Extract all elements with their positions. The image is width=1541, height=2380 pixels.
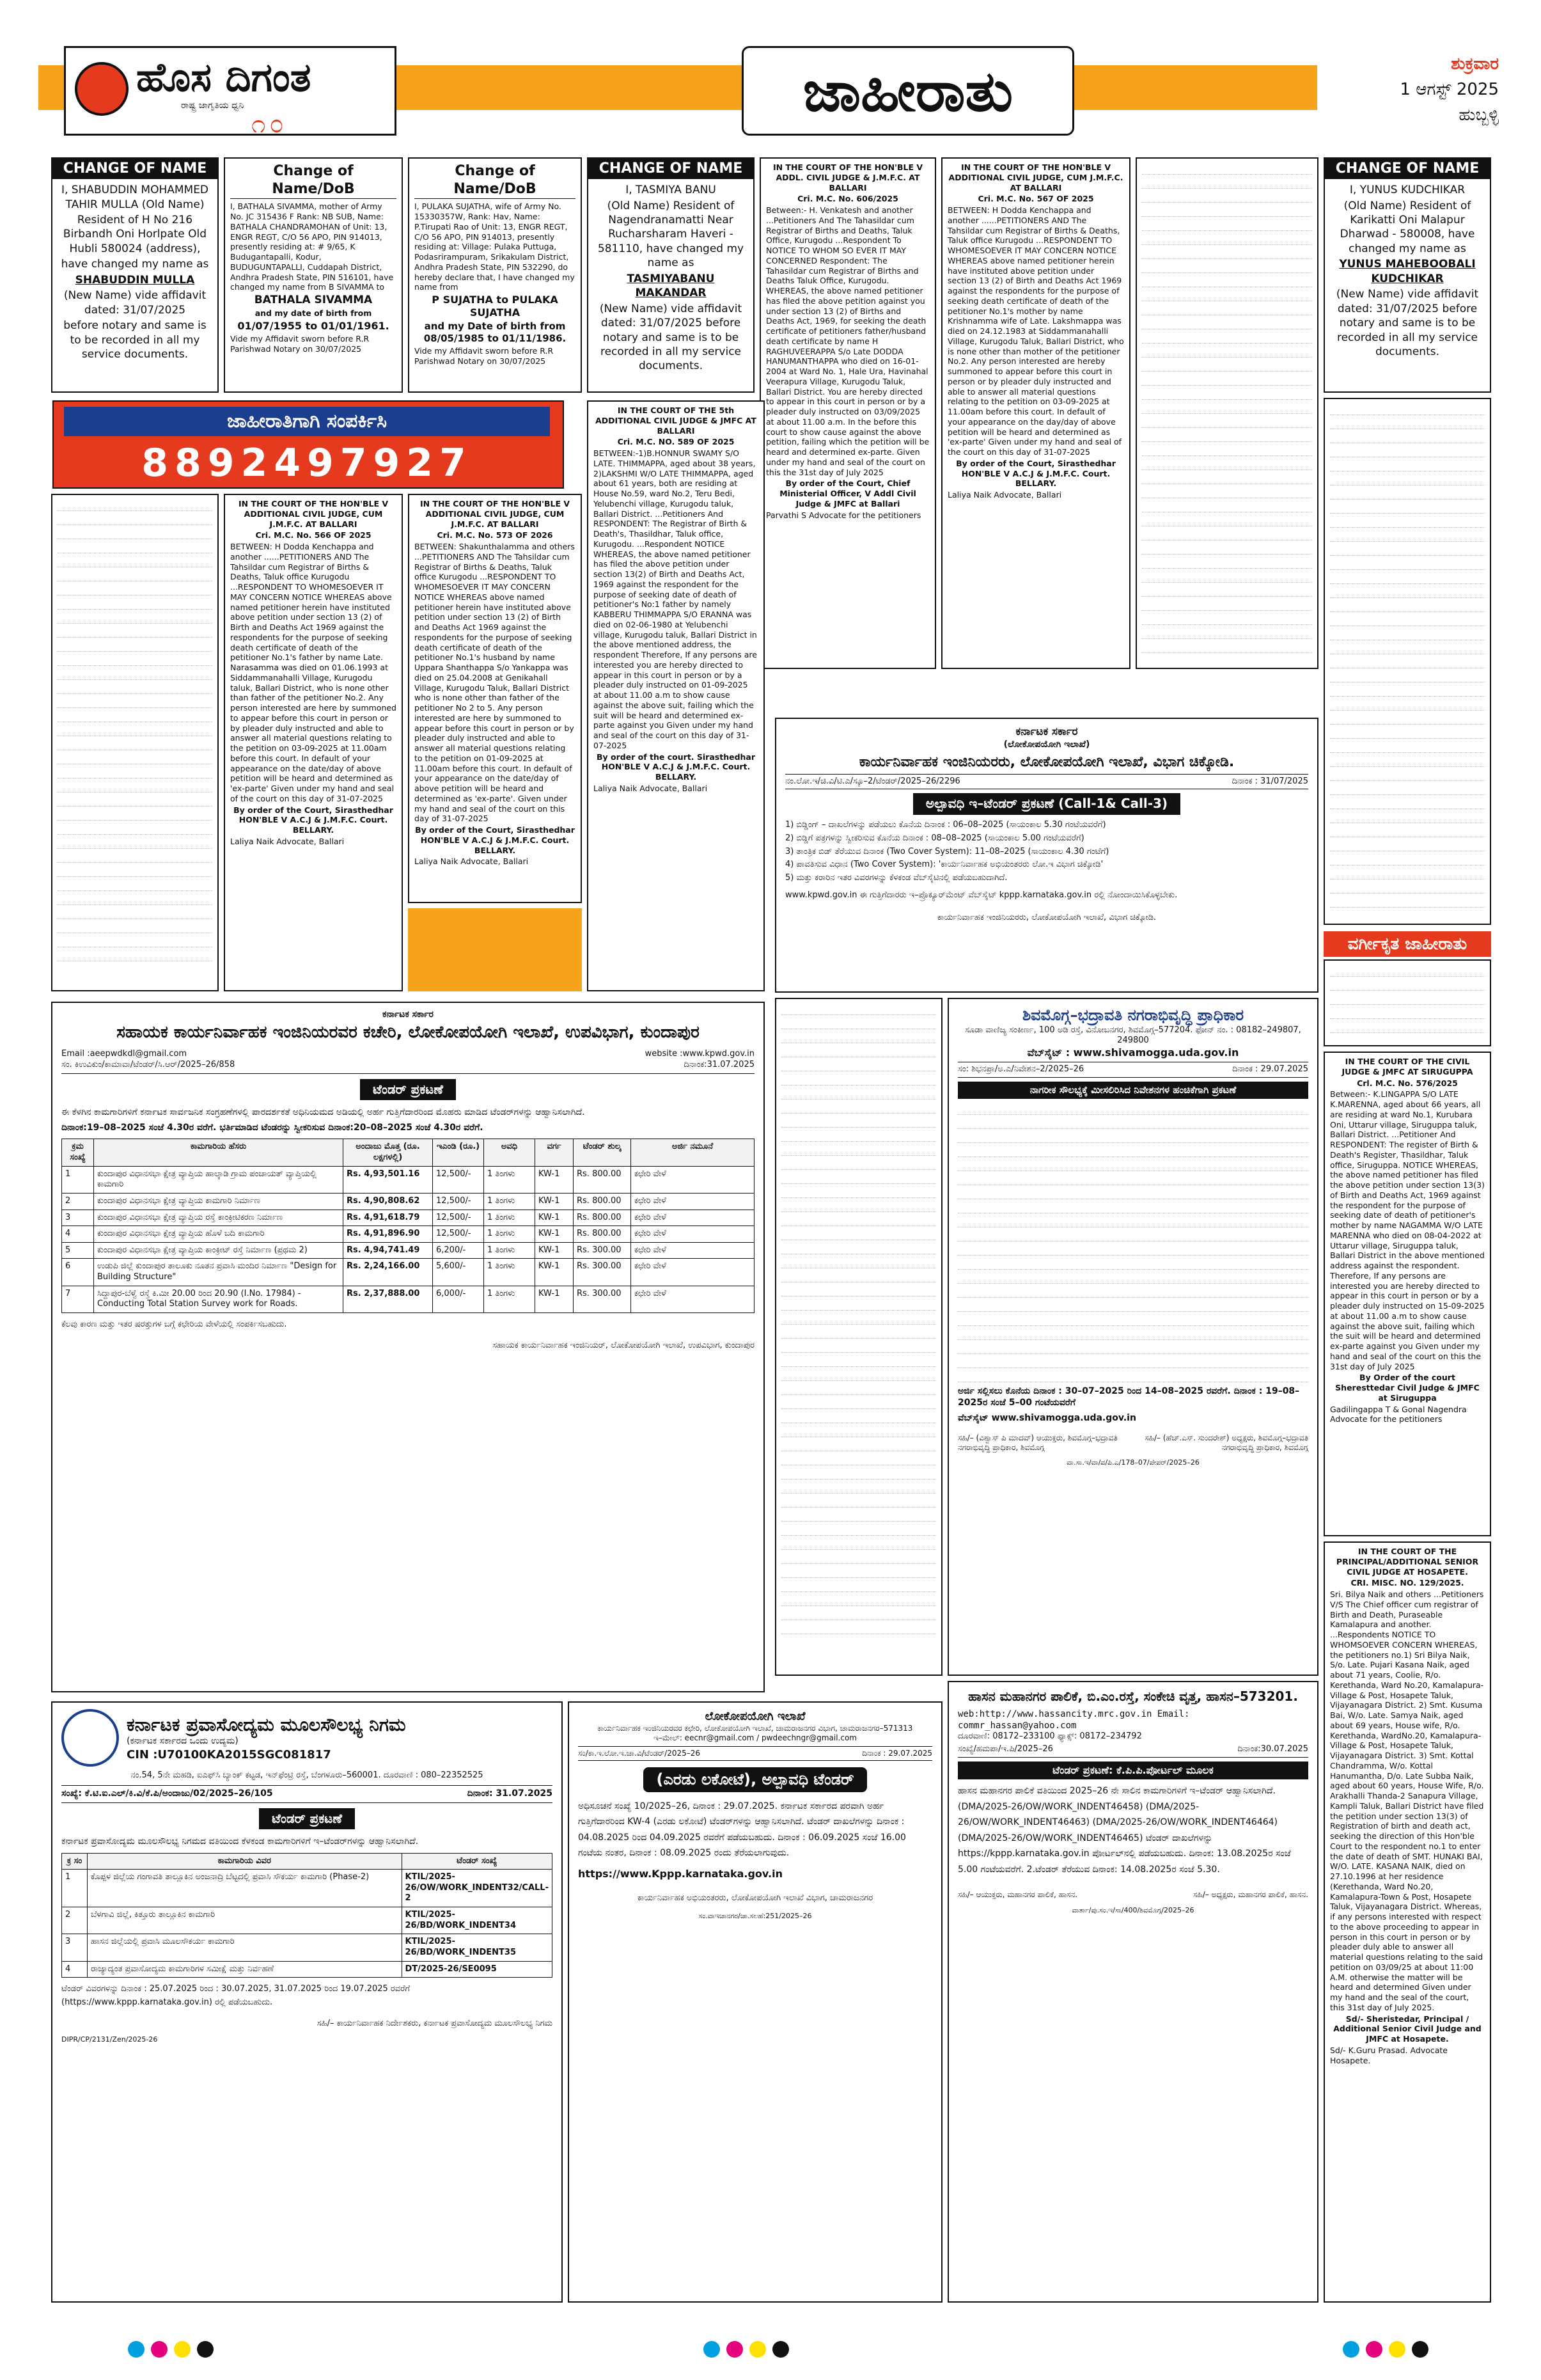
paper-name: ಹೊಸ ದಿಗಂತ (136, 54, 311, 100)
table-cell-fee: Rs. 300.00 (574, 1286, 631, 1312)
ref-number: ಸಂ/ಕಾ.ಇ.ಲೋ.ಇ.ಚಾ.ವಿ/ಟೆಂಡರ್/2025–26 (578, 1748, 701, 1758)
table-cell-period: 1 ತಿಂಗಳು (484, 1226, 535, 1243)
tender-title: ಟೆಂಡರ್ ಪ್ರಕಟಣೆ (259, 1808, 355, 1830)
kannada-court-notice (51, 494, 219, 991)
table-header-row (62, 1853, 552, 1870)
name-change-notice (51, 157, 219, 393)
ref-number: ಸಂಖ್ಯೆ: ಕೆ.ಟಿ.ಐ.ಎಲ್/ಕಿ.ವಿ/ಕೆ.ಪಿ/ಅಂದಾಜು/02/2025–26/105 (61, 1788, 273, 1799)
dateline-day: ಶುಕ್ರವಾರ (1451, 54, 1499, 74)
court-notice (408, 494, 582, 903)
notice-line: I, YUNUS KUDCHIKAR (1349, 184, 1466, 197)
classified-ads (1324, 959, 1491, 1046)
advocate-name: Laliya Naik Advocate, Ballari (230, 836, 345, 846)
table-cell-fee: Rs. 300.00 (574, 1259, 631, 1286)
tender-points (785, 819, 1308, 902)
table-cell-fee: Rs. 800.00 (574, 1210, 631, 1226)
table-cell-work: ಕುಂದಾಪುರ ವಿಧಾನಸಭಾ ಕ್ಷೇತ್ರ ವ್ಯಾಪ್ತಿಯ ಹೊಳೆ ಬದಿ ಕಾಮಗಾರಿ (94, 1226, 343, 1243)
registration-mark (1389, 2341, 1405, 2358)
court-notice (1324, 1541, 1491, 2303)
table-cell-period: 1 ತಿಂಗಳು (484, 1242, 535, 1259)
ref-number: ಸಂ. ಕಿಉವಿಕುಂ/ಕಾಮಾವಾ/ಟೆಂಡರ್/ಸಿ.ಆರ್/2025–26/858 (61, 1059, 235, 1069)
tender-table (61, 1139, 755, 1313)
notice-line: and my date of birth from (254, 308, 372, 319)
corporation-web: web:http://www.hassancity.mrc.gov.in Email: commr_hassan@yahoo.com (958, 1708, 1190, 1731)
table-cell-fee: Rs. 800.00 (574, 1193, 631, 1210)
signature-left: ಸಹಿ/– ಆಯುಕ್ತರು, ಮಹಾನಗರ ಪಾಲಿಕೆ, ಹಾಸನ. (958, 1890, 1078, 1900)
court-name: IN THE COURT OF THE HON'BLE V ADDITIONAL CIVIL JUDGE, CUM J.M.F.C. AT BALLARI (238, 499, 389, 529)
table-cell-no: 3 (62, 1210, 94, 1226)
table-cell-period: 1 ತಿಂಗಳು (484, 1166, 535, 1193)
page-number: ೧೦ (251, 109, 288, 139)
ktil-tender (51, 1701, 563, 2303)
dateline (1317, 46, 1509, 136)
notice-line: I, SHABUDDIN MOHAMMED TAHIR MULLA (Old Name) (61, 184, 209, 211)
yellow-filler (408, 908, 582, 991)
ref-date: ದಿನಾಂಕ : 29.07.2025 (1232, 1064, 1308, 1075)
notice-web: ವೆಬ್‌ಸೈಟ್ www.shivamogga.uda.gov.in (958, 1413, 1136, 1424)
notice-line: I, BATHALA SIVAMMA, mother of Army No. JC 315436 F Rank: NB SUB, Name: BATHALA CHANDRAMOHAN of Unit: 13, ENGR REGT, C/O 56 APO, PIN 914013, presently residing at: # 9/65, K Budugantapalli, Kodur, BUDUGUNTAPALLI, Cuddapah District, Andhra Pradesh State, PIN 516101, have changed my name from B SIVAMMA to (230, 201, 394, 292)
notice-line: have changed my name as (61, 258, 209, 271)
signature-right: ಸಹಿ/– (ಹೆಚ್.ಎಸ್. ಸುಂದರೇಶ್) ಅಧ್ಯಕ್ಷರು, ಶಿವಮೊಗ್ಗ–ಭದ್ರಾವತಿ ನಗರಾಭಿವೃದ್ಧಿ ಪ್ರಾಧಿಕಾರ, ಶಿವಮೊಗ್ಗ (1145, 1433, 1308, 1453)
table-row (62, 1934, 552, 1961)
registration-mark (1366, 2341, 1382, 2358)
court-name: IN THE COURT OF THE HON'BLE V ADDITIONAL CIVIL JUDGE, CUM J.M.F.C. AT BALLARI (419, 499, 570, 529)
dateline-city: ಹುಬ್ಬಳ್ಳಿ (1459, 106, 1499, 125)
name-dob-change-notice (408, 157, 582, 393)
case-number: Crl. M.C. No. 576/2025 (1357, 1078, 1458, 1088)
column-header: ಅವಧಿ (484, 1139, 535, 1166)
advocate-name: Gadilingappa T & Gonal Nagendra Advocate for the petitioners (1330, 1404, 1467, 1424)
table-cell-fee: Rs. 800.00 (574, 1226, 631, 1243)
table-cell-emd: 12,500/- (433, 1226, 484, 1243)
notice-line: Vide my Affidavit sworn before R.R Parishwad Notary on 30/07/2025 (414, 346, 554, 366)
notice-signature: By order of the Court, Sirasthedhar HON'BLE V A.C.J & J.M.F.C. Court. BELLARY. (415, 825, 575, 855)
paper-logo (64, 46, 396, 139)
case-number: Cri. M.C. No. 567 OF 2025 (978, 194, 1094, 204)
case-number: Cri. M.C. No. 566 OF 2025 (255, 530, 372, 540)
table-cell-amount: Rs. 4,90,808.62 (343, 1193, 433, 1210)
govt-name: ಕರ್ನಾಟಕ ಸರ್ಕಾರ (1015, 725, 1078, 738)
table-cell-fee: Rs. 300.00 (574, 1242, 631, 1259)
tender-title: ಅಲ್ಪಾವಧಿ ಇ–ಟೆಂಡರ್ ಪ್ರಕಟಣೆ (Call-1& Call-3) (913, 793, 1180, 815)
notice-dob: and my Date of birth from 08/05/1985 to 01/11/1986. (423, 320, 567, 345)
table-cell-emd: 6,200/- (433, 1242, 484, 1259)
ref-line (578, 1746, 932, 1761)
registration-mark (749, 2341, 766, 2358)
table-cell-work: ರಾಜ್ಯಾದ್ಯಂತ ಪ್ರವಾಸೋದ್ಯಮ ಕಾಮಗಾರಿಗಳ ಸಮೀಕ್ಷೆ ಮತ್ತು ನಿರ್ವಹಣೆ (88, 1961, 402, 1978)
tender-dates: ದಿನಾಂಕ:19–08–2025 ಸಂಜೆ 4.30ರ ವರೆಗೆ. ಭರ್ತಿಮಾಡಿದ ಟೆಂಡರನ್ನು ಸ್ವೀಕರಿಸುವ ದಿನಾಂಕ:20–08–2025 ಸಂಜೆ 4.30ರ ವರೆಗೆ. (61, 1122, 483, 1133)
tender-footer: DIPR/CP/2131/Zen/2025-26 (61, 2035, 158, 2044)
tender-body: ಹಾಸನ ಮಹಾನಗರ ಪಾಲಿಕೆ ವತಿಯಿಂದ 2025–26 ನೇ ಸಾಲಿನ ಕಾಮಗಾರಿಗಳಿಗೆ ಇ–ಟೆಂಡರ್ ಆಹ್ವಾನಿಸಲಾಗಿದೆ. (DMA/2025-26/OW/WORK_INDENT46458) (DMA/2025-26/OW/WORK_INDENT46463) (DMA/2025-26/OW/WORK_INDENT46464) (DMA/2025-26/OW/WORK_INDENT46465) ಟೆಂಡರ್ ದಾಖಲೆಗಳನ್ನು https://kppp.karnataka.gov.in ಪೋರ್ಟಲ್‌ನಲ್ಲಿ ಪಡೆಯಬಹುದು. ದಿನಾಂಕ: 13.08.2025ರ ಸಂಜೆ 5.00 ಗಂಟೆಯವರೆಗೆ. 2.ಟೆಂಡರ್ ತೆರೆಯುವ ದಿನಾಂಕ: 14.08.2025ರ ಸಂಜೆ 5.30. (958, 1786, 1291, 1875)
notice-new-name: YUNUS MAHEBOOBALI KUDCHIKAR (1339, 258, 1476, 285)
ad-contact-label: ಜಾಹೀರಾತಿಗಾಗಿ ಸಂಪರ್ಕಿಸಿ (64, 407, 550, 436)
table-row (62, 1193, 755, 1210)
dateline-date: 1 ಆಗಸ್ಟ್ 2025 (1400, 80, 1499, 99)
notice-header: CHANGE OF NAME (52, 159, 217, 179)
notice-footer: ವಾರ್ತಾ/ಪು.ಸಂ.ಇ/ಸಾ/400/ಶಿವಮೊಗ್ಗ/2025–26 (1072, 1906, 1194, 1915)
notice-header: CHANGE OF NAME (1325, 159, 1490, 179)
court-notice (587, 400, 765, 991)
table-cell-work: ಹಾಸನ ಜಿಲ್ಲೆಯಲ್ಲಿ ಪ್ರವಾಸಿ ಮೂಲಸೌಕರ್ಯ ಕಾಮಗಾರಿ (88, 1934, 402, 1961)
case-number: CRI. MISC. NO. 129/2025. (1350, 1578, 1464, 1588)
table-row (62, 1961, 552, 1978)
table-row (62, 1870, 552, 1907)
ref-line (61, 1060, 755, 1074)
tender-table-body (62, 1166, 755, 1312)
table-cell-fee: Rs. 800.00 (574, 1166, 631, 1193)
office-website: website :www.kpwd.gov.in (645, 1049, 755, 1059)
pwd-kundapura-tender (51, 1002, 765, 1692)
table-cell-form: ಕಛೇರಿ ವೇಳೆ (631, 1193, 755, 1210)
table-cell-work: ಕುಂದಾಪುರ ವಿಧಾನಸಭಾ ಕ್ಷೇತ್ರ ವ್ಯಾಪ್ತಿಯ ರಸ್ತೆ ಕಾಂಕ್ರೀಟಿಕರಣ ನಿರ್ಮಾಣ (94, 1210, 343, 1226)
notice-line: before notary and same is to be recorded in all my service documents. (63, 319, 207, 361)
hassan-city-tender (948, 1681, 1318, 2303)
court-notice (760, 157, 936, 669)
column-header: ಕಾಮಗಾರಿಯ ಹೆಸರು (94, 1139, 343, 1166)
office-name: ಕಾರ್ಯನಿರ್ವಾಹಕ ಇಂಜಿನಿಯರವರ ಕಛೇರಿ, ಲೋಕೋಪಯೋಗಿ ಇಲಾಖೆ, ಚಾಮರಾಜನಗರ ವಿಭಾಗ, ಚಾಮರಾಜನಗರ–571313 (597, 1724, 913, 1733)
table-cell-period: 1 ತಿಂಗಳು (484, 1210, 535, 1226)
table-cell-no: 6 (62, 1259, 94, 1286)
table-row (62, 1242, 755, 1259)
org-address: ನಂ.54, 5ನೇ ಮಹಡಿ, ಐಎಫ್‌ಸಿ ಬ್ಯಾಂಕ್ ಕಟ್ಟಡ, ಇನ್‌ಫೆಂಟ್ರಿ ರಸ್ತೆ, ಬೆಂಗಳೂರು–560001. ದೂರವಾಣಿ : 080–22352525 (130, 1770, 483, 1780)
kannada-court-notice (1324, 398, 1491, 925)
authority-name: ಶಿವಮೊಗ್ಗ–ಭದ್ರಾವತಿ ನಗರಾಭಿವೃದ್ಧಿ ಪ್ರಾಧಿಕಾರ (1022, 1006, 1244, 1024)
notice-dates: ಅರ್ಜಿ ಸಲ್ಲಿಸಲು ಕೊನೆಯ ದಿನಾಂಕ : 30–07–2025 ರಿಂದ 14–08–2025 ರವರೆಗೆ. ದಿನಾಂಕ : 19–08–2025ರ ಸಂಜೆ 5–00 ಗಂಟೆಯವರೆಗೆ (958, 1386, 1300, 1408)
table-cell-work: ಉಡುಪಿ ಜಿಲ್ಲೆ ಕುಂದಾಪುರ ತಾಲೂಕು ನೂತನ ಪ್ರವಾಸಿ ಮಂದಿರ ನಿರ್ಮಾಣ "Design for Building Structure" (94, 1259, 343, 1286)
notice-line: (Old Name) Resident of Karikatti Oni Malapur Dharwad - 580008, have changed my name as (1340, 199, 1475, 255)
notice-body: BETWEEN:-1)B.HONNUR SWAMY S/O LATE. THIMMAPPA, aged about 38 years, 2)LAKSHMI W/O LATE THIMMAPPA, aged about 61 years, both are residing at House No.59, ward No.2, Teru Bedi, Yelubenchi village, Kurugodu taluk, Ballari District. ...Petitioners And RESPONDENT: The Registrar of Birth & Death's, Thasildhar, Taluk office, Kurugodu. ...Respondent NOTICE WHEREAS, the above named petitioner has filed the above petition under section 13(2) of Birth and Deaths Act, 1969 against the respondent for the purpose of seeking date of death of petitioner's No:1 father by namely KABBERU THIMMAPPA S/O ERANNA was died on 02-06-1980 at Yelubenchi village, Kurugodu taluk, Ballari District in the above mentioned address, the respondent Therefore, If any persons are interested you are hereby directed to appear in this court in person or by a pleader duly instructed on 01-09-2025 at about 11.00 a.m to show cause against the above suit, failing which the suit will be heard and determined ex-parte against you Given under my hand and seal of the court on this day of 31-07-2025 (593, 448, 757, 750)
table-cell-amount: Rs. 2,24,166.00 (343, 1259, 433, 1286)
ref-number: ಸಂಖ್ಯೆ/ಹಮಪಾ/ಇ.ಪಿ/2025–26 (958, 1744, 1053, 1754)
tender-footer: ಕೆಲವು ಕಾರಣ ಮತ್ತು ಇತರ ಷರತ್ತುಗಳ ಬಗ್ಗೆ ಕಛೇರಿಯ ವೇಳೆಯಲ್ಲಿ ಸಂಪರ್ಕಿಸಬಹುದು. (61, 1319, 287, 1329)
ad-contact-banner (52, 400, 564, 489)
column-header: ಟೆಂಡರ್ ಶುಲ್ಕ (574, 1139, 631, 1166)
tender-signature: ಕಾರ್ಯನಿರ್ವಾಹಕ ಅಭಿಯಂತರರು, ಲೋಕೋಪಯೋಗಿ ಇಲಾಖೆ ವಿಭಾಗ, ಚಾಮರಾಜನಗರ (637, 1893, 873, 1903)
table-cell-work: ಸಿದ್ದಾಪುರ-ಬೆಳ್ವೆ ರಸ್ತೆ ಕಿ.ಮೀ 20.00 ರಿಂದ 20.90 (I.No. 17984) - Conducting Total Station Survey work for Roads. (94, 1286, 343, 1312)
advocate-name: Laliya Naik Advocate, Ballari (593, 783, 708, 793)
table-cell-work: ಕುಂದಾಪುರ ವಿಧಾನಸಭಾ ಕ್ಷೇತ್ರ ವ್ಯಾಪ್ತಿಯ ಹಾಲ್ಕಾಡಿ ಗ್ರಾಮ ಪಂಚಾಯತ್ ವ್ಯಾಪ್ತಿಯಲ್ಲಿ ಕಾಮಗಾರಿ (94, 1166, 343, 1193)
table-cell-form: ಕಛೇರಿ ವೇಳೆ (631, 1259, 755, 1286)
column-header: ಕಾಮಗಾರಿಯ ವಿವರ (88, 1853, 402, 1870)
org-cin: CIN :U70100KA2015SGC081817 (127, 1748, 331, 1762)
advocate-name: Laliya Naik Advocate, Ballari (948, 490, 1062, 500)
notice-line: (New Name) vide affidavit dated: 31/07/2025 (63, 289, 207, 317)
table-cell-form: ಕಛೇರಿ ವೇಳೆ (631, 1286, 755, 1312)
table-cell-no: 4 (62, 1961, 88, 1978)
tender-website: www.kpwd.gov.in ಈ ಗುತ್ತಿಗೆದಾರರು ಇ–ಪ್ರೊಕ್ಯೂರ್‌ಮೆಂಟ್ ವೆಬ್‌ಸೈಟ್ kppp.karnataka.gov.in ರಲ್ಲಿ ನೋಂದಾಯಿಸಿಕೊಳ್ಳಬೇಕು. (785, 890, 1178, 901)
kannada-court-notice (775, 998, 943, 1676)
table-cell-form: ಕಛೇರಿ ವೇಳೆ (631, 1226, 755, 1243)
notice-body-lines (958, 1103, 1308, 1382)
table-cell-form: ಕಛೇರಿ ವೇಳೆ (631, 1210, 755, 1226)
ref-line (958, 1062, 1308, 1078)
table-cell-period: 1 ತಿಂಗಳು (484, 1259, 535, 1286)
table-cell-class: KW-1 (535, 1286, 574, 1312)
signature-left: ಸಹಿ/– (ವಿಶ್ವಾಸ್ ಪಿ ಮಾದವ್) ಆಯುಕ್ತರು, ಶಿವಮೊಗ್ಗ–ಭದ್ರಾವತಿ ನಗರಾಭಿವೃದ್ಧಿ ಪ್ರಾಧಿಕಾರ, ಶಿವಮೊಗ್ಗ (958, 1433, 1118, 1453)
notice-signature: Sd/- Sheristedar, Principal / Additional Senior Civil Judge and JMFC at Hosapete. (1333, 2014, 1482, 2044)
column-header: ಅಂದಾಜು ಮೊತ್ತ (ರೂ. ಲಕ್ಷಗಳಲ್ಲಿ) (343, 1139, 433, 1166)
ref-date: ದಿನಾಂಕ:30.07.2025 (1237, 1744, 1308, 1754)
kpwd-chikkodi-tender (775, 718, 1318, 993)
notice-footer: ವಾ.ಸಾ.ಇ/ವಾ/ವ/ಪಿ.ಎ/178–07/ಪೇಪರ್/2025–26 (1067, 1458, 1200, 1467)
notice-signature: By order of the Court, Sirasthedhar HON'BLE V A.C.J & J.M.F.C. Court. BELLARY. (956, 458, 1116, 489)
notice-signature: By order of the Court, Chief Ministerial Officer, V Addl Civil Judge & JMFC at Ballari (779, 478, 916, 508)
registration-mark (174, 2341, 191, 2358)
pwd-chamarajanagar-tender (568, 1701, 943, 2303)
signatures (958, 1433, 1308, 1453)
registration-mark (703, 2341, 720, 2358)
office-email: Email :aeepwdkdl@gmail.com (61, 1049, 187, 1059)
tender-table (61, 1853, 552, 1978)
notice-new-name: BATHALA SIVAMMA (254, 294, 373, 307)
notice-new-name: P SUJATHA to PULAKA SUJATHA (432, 294, 558, 319)
advocate-name: Parvathi S Advocate for the petitioners (766, 510, 921, 520)
tender-website: https://www.Kppp.karnataka.gov.in (578, 1867, 783, 1880)
registration-mark (1343, 2341, 1359, 2358)
tender-point: 5) ಮತ್ತು ಕರಾರಿನ ಇತರ ವಿವರಗಳನ್ನು ಕೆಳಕಂಡ ವೆಬ್‌ಸೈಟಿನಲ್ಲಿ ಪಡೆಯಬಹುದಾಗಿದೆ. (785, 873, 1008, 883)
notice-signature: By order of the Court, Sirasthedhar HON'BLE V A.C.J & J.M.F.C. Court. BELLARY. (233, 805, 393, 835)
table-cell-no: 1 (62, 1166, 94, 1193)
column-header: ಕ್ರ ಸಂ (62, 1853, 88, 1870)
notice-title: ನಾಗರೀಕ ಸೌಲಭ್ಯಕ್ಕೆ ಮೀಸಲಿರಿಸಿದ ನಿವೇಶನಗಳ ಹಂಚಿಕೆಗಾಗಿ ಪ್ರಕಟಣೆ (958, 1082, 1308, 1099)
case-number: Cri. M.C. No. 573 OF 2026 (437, 530, 553, 540)
govt-name: ಕರ್ನಾಟಕ ಸರ್ಕಾರ (382, 1009, 434, 1020)
org-sub: (ಕರ್ನಾಟಕ ಸರ್ಕಾರದ ಒಂದು ಉದ್ಯಮ) (127, 1736, 239, 1747)
ref-line (785, 774, 1308, 790)
corporation-phone: ದೂರವಾಣಿ: 08172–233100 ಫ್ಯಾಕ್ಸ್: 08172–234792 (958, 1731, 1142, 1742)
ref-line (61, 1785, 552, 1803)
emblem-icon (75, 62, 129, 116)
table-row (62, 1166, 755, 1193)
ref-date: ದಿನಾಂಕ:31.07.2025 (684, 1059, 755, 1069)
table-cell-emd: 12,500/- (433, 1210, 484, 1226)
tender-title: ಟೆಂಡರ್ ಪ್ರಕಟಣೆ (360, 1079, 456, 1101)
table-cell-period: 1 ತಿಂಗಳು (484, 1286, 535, 1312)
table-cell-class: KW-1 (535, 1242, 574, 1259)
table-cell-period: 1 ತಿಂಗಳು (484, 1193, 535, 1210)
signatures (958, 1890, 1308, 1900)
name-change-notice (587, 157, 755, 393)
tender-title: (ಎರಡು ಲಕೋಟೆ), ಅಲ್ಪಾವಧಿ ಟೆಂಡರ್ (643, 1767, 866, 1792)
table-cell-tender: KTIL/2025-26/OW/WORK_INDENT32/CALL-2 (402, 1870, 552, 1907)
tender-intro: ಈ ಕೆಳಗಿನ ಕಾಮಗಾರಿಗಳಿಗೆ ಕರ್ನಾಟಕ ಸಾರ್ವಜನಿಕ ಸಂಗ್ರಹಣೆಗಳಲ್ಲಿ ಪಾರದರ್ಶಕತೆ ಅಧಿನಿಯಮದ ಅಡಿಯಲ್ಲಿ ಅರ್ಹ ಗುತ್ತಿಗೆದಾರರಿಂದ ಮೊಹರು ಮಾಡಿದ ಟೆಂಡರ್‌ಗಳನ್ನು ಆಹ್ವಾನಿಸಲಾಗಿದೆ. (61, 1107, 585, 1118)
shivamogga-uda-notice (948, 998, 1318, 1676)
table-row (62, 1286, 755, 1312)
ad-contact-number: 8892497927 (141, 441, 473, 485)
column-header: ಟೆಂಡರ್ ಸಂಖ್ಯೆ (402, 1853, 552, 1870)
notice-body: BETWEEN: H Dodda Kenchappa and another ......PETITIONERS AND The Tahsildar cum Registrar of Births & Deaths, Taluk office Kurugodu ...RESPONDENT TO WHOMESOEVER IT MAY CONCERN NOTICE WHEREAS above named petitioner herein have instituted above petition under section 13 (2) of Birth and Deaths Act 1969 against the respondents for the purpose of seeking death certificate of death of the petitioner No.1's mother by name Krishnamma wife of Late. Lakshmappa was died on 24.12.1983 at Siddammanahalli Village, Kurugodu Taluk, Ballari District, who is none other than mother of the petitioner No.2. Any person interested are hereby summoned to appear before this court in person or by pleader duly instructed and able to answer all material questions relating to the petition on 03-09-2025 at 11.00am before this court. In default of your appearance on the day/day of above petition will be heard and determined as 'ex-parte' Given under my hand and seal of the court on this day of 31-07-2025 (948, 205, 1124, 457)
advocate-name: Sd/- K.Guru Prasad. Advocate Hosapete. (1330, 2045, 1448, 2065)
ref-date: ದಿನಾಂಕ : 29.07.2025 (862, 1748, 932, 1758)
column-header: ಇಎಂಡಿ (ರೂ.) (433, 1139, 484, 1166)
registration-mark (151, 2341, 168, 2358)
table-cell-form: ಕಛೇರಿ ವೇಳೆ (631, 1166, 755, 1193)
table-cell-amount: Rs. 4,94,741.49 (343, 1242, 433, 1259)
notice-line: I, PULAKA SUJATHA, wife of Army No. 15330357W, Rank: Hav, Name: P.Tirupati Rao of Unit: 13, ENGR REGT, C/O 56 APO, PIN 914013, presently residing at: Village: Pulaka Puttuga, Podasrirampuram, Srikakulam District, Andhra Pradesh State, PIN 532290, do hereby declare that, I have changed my name from (414, 201, 575, 292)
advocate-name: Laliya Naik Advocate, Ballari (414, 856, 529, 867)
court-name: IN THE COURT OF THE HON'BLE V ADDL. CIVIL JUDGE & J.M.F.C. AT BALLARI (772, 162, 923, 193)
name-change-notice (1324, 157, 1491, 393)
kannada-court-notice (1136, 157, 1318, 669)
table-cell-work: ಕೊಪ್ಪಳ ಜಿಲ್ಲೆಯ ಗಂಗಾವತಿ ತಾಲ್ಲೂಕಿನ ಅಂಜನಾದ್ರಿ ಬೆಟ್ಟದಲ್ಲಿ ಪ್ರವಾಸಿ ಸೌಕರ್ಯ ಕಾಮಗಾರಿ (Phase-2) (88, 1870, 402, 1907)
registration-mark (128, 2341, 145, 2358)
notice-dob: 01/07/1955 to 01/01/1961. (237, 320, 389, 333)
column-header: ಅರ್ಜಿ ನಮೂನೆ (631, 1139, 755, 1166)
ref-line (958, 1742, 1308, 1758)
ref-date: ದಿನಾಂಕ: 31.07.2025 (467, 1788, 552, 1799)
tender-title: ಟೆಂಡರ್ ಪ್ರಕಟಣೆ: ಕೆ.ಪಿ.ಪಿ.ಪೋರ್ಟಲ್ ಮೂಲಕ (958, 1761, 1308, 1779)
authority-website: ವೆಬ್‌ಸೈಟ್ : www.shivamogga.uda.gov.in (1027, 1046, 1239, 1059)
ref-date: ದಿನಾಂಕ : 31/07/2025 (1232, 776, 1308, 786)
table-row (62, 1259, 755, 1286)
section-title: ಜಾಹೀರಾತು (742, 46, 1074, 136)
notice-new-name: TASMIYABANU MAKANDAR (627, 272, 715, 300)
registration-mark (1412, 2341, 1428, 2358)
notice-body: BETWEEN: Shakunthalamma and others ...PETITIONERS AND The Tahsildar cum Registrar of Births & Deaths, Taluk office Kurugodu ...RESPONDENT TO WHOMESOEVER IT MAY CONCERN NOTICE WHEREAS above named petitioner herein have instituted above petition under section 13 (2) of Birth and Deaths Act 1969 against the respondents for the purpose of seeking death certificate of death of the petitioner No.1's husband by name Uppara Shanthappa S/o Yankappa was died on 25.04.2008 at Genikahall Village, Kurugodu Taluk, Ballari District who is none other than father of the petitioner No 2 to 5. Any person interested are here by summoned to appear before this court in person or by pleader duly instructed and able to answer all material questions relating to the petition on 01-09-2025 at 11.00am before this court. In default of your appearance on the date/day of above petition will be heard and determined as 'ex-parte'. Given under my hand and seal of the court on this day of 31-07-2025 (414, 542, 575, 824)
contact-line (61, 1049, 755, 1060)
notice-line: (New Name) vide affidavit dated: 31/07/2025 before notary and same is to be recorded in all my service documents. (1336, 288, 1479, 358)
notice-line: I, TASMIYA BANU (625, 184, 716, 197)
table-cell-no: 5 (62, 1242, 94, 1259)
table-cell-tender: KTIL/2025-26/BD/WORK_INDENT35 (402, 1934, 552, 1961)
table-cell-work: ಕುಂದಾಪುರ ವಿಧಾನಸಭಾ ಕ್ಷೇತ್ರ ವ್ಯಾಪ್ತಿಯ ಕಾಂಕ್ರೀಟ್ ರಸ್ತೆ ನಿರ್ಮಾಣ (ಪ್ರಥಮ 2) (94, 1242, 343, 1259)
table-cell-amount: Rs. 2,37,888.00 (343, 1286, 433, 1312)
notice-signature: By Order of the court Sheresttedar Civil Judge & JMFC at Siruguppa (1335, 1373, 1480, 1403)
table-cell-emd: 12,500/- (433, 1193, 484, 1210)
ref-number: ಸಂ: ಶಿಭನಪ್ರಾ/ಅ.ಎ/ನಿವೇಶನ–2/2025–26 (958, 1064, 1084, 1075)
table-cell-emd: 12,500/- (433, 1166, 484, 1193)
case-number: Cri. M.C. No. 606/2025 (797, 194, 898, 204)
table-cell-work: ಬೆಳಗಾವಿ ಜಿಲ್ಲೆ, ಕಿತ್ತೂರು ತಾಲ್ಲೂಕಿನ ಕಾಮಗಾರಿ (88, 1907, 402, 1934)
tender-table-body (62, 1870, 552, 1978)
notice-body: Between:- K.LINGAPPA S/O LATE K.MARENNA, aged about 66 years, all are residing at ward No.1, Kurubara Oni, Uttarur village, Siruguppa taluk, Ballari District. ...Petitioner And RESPONDENT: The register of Birth & Death's Register, Thasildhar, Taluk office, Siruguppa. NOTICE WHEREAS, the above named petitioner has filed the above petition under section 13(3) of Birth and Deaths Act, 1969 against the respondent for the purpose of seeking date of death of petitioner's mother by name NAGAMMA W/O LATE MARENNA who died on 08-04-2022 at Uttarur village, Siruguppa taluk, Ballari District in the above mentioned address against the respondent. Therefore, If any persons are interested you are hereby directed to appear in this court in person or by a pleader duly instructed on 15-09-2025 at about 11.00 a.m to show cause against the above suit, failing which the suit will be heard and determined ex-parte against you Given under my hand and seal of the court on this the 31st day of July 2025 (1330, 1089, 1485, 1371)
table-cell-no: 3 (62, 1934, 88, 1961)
court-notice (941, 157, 1130, 669)
registration-mark (197, 2341, 214, 2358)
ref-number: ನಂ.ಲೋ.ಇ/ಚಿ.ವಿ/ಟಿ.ಎ/ಸ್ಕೂ–2/ಟೆಂಡರ್/2025–26/2296 (785, 776, 960, 786)
dept-name: ಲೋಕೋಪಯೋಗಿ ಇಲಾಖೆ (705, 1710, 806, 1723)
notice-header: Change of Name/DoB (230, 162, 396, 199)
notice-line: (Old Name) Resident of Nagendranamatti Near Rucharsharam Haveri - 581110, have changed my name as (597, 199, 744, 270)
table-header-row (62, 1139, 755, 1166)
table-cell-work: ಕುಂದಾಪುರ ವಿಧಾನಸಭಾ ಕ್ಷೇತ್ರ ವ್ಯಾಪ್ತಿಯ ಕಾಮಗಾರಿ ನಿರ್ಮಾಣ (94, 1193, 343, 1210)
table-cell-tender: DT/2025-26/SE0095 (402, 1961, 552, 1978)
tender-point: 2) ಬಿಡ್ಡಿಗೆ ಪತ್ರಗಳನ್ನು ಸ್ವೀಕರಿಸುವ ಕೊನೆಯ ದಿನಾಂಕ : 08–08–2025 (ಸಾಯಂಕಾಲ 5.00 ಗಂಟೆಯವರೆಗೆ) (785, 833, 1084, 843)
table-cell-tender: KTIL/2025-26/BD/WORK_INDENT34 (402, 1907, 552, 1934)
table-cell-no: 2 (62, 1193, 94, 1210)
classifieds-header: ವರ್ಗೀಕೃತ ಜಾಹೀರಾತು (1324, 931, 1491, 957)
notice-body: BETWEEN: H Dodda Kenchappa and another ......PETITIONERS AND The Tahsildar cum Registrar of Births & Deaths, Taluk office Kurugodu ...RESPONDENT TO WHOMESOEVER IT MAY CONCERN NOTICE WHEREAS above named petitioner herein have instituted above petition under section 13 (2) of Birth and Deaths Act 1969 against the respondents for the purpose of seeking death certificate of death of the petitioner No.1's father by name Late. Narasamma was died on 01.06.1993 at Siddammanahalli Village, Kurugodu taluk, Ballari District, who is none other than father of the petitioner No.2. Any person interested are here by summoned to appear before this court in person or by pleader duly instructed and able to answer all material questions relating to the petition on 03-09-2025 at 11.00am before this court. In default of your appearance on the date/day of above petition will be heard and determined as 'ex-parte' Given under my hand and seal of the court on this day of 31-07-2025 (230, 542, 396, 803)
name-dob-change-notice (224, 157, 403, 393)
registration-mark (772, 2341, 789, 2358)
table-cell-emd: 5,600/- (433, 1259, 484, 1286)
authority-address: ಸೂಡಾ ವಾಣಿಜ್ಯ ಸಂಕೀರ್ಣ, 100 ಅಡಿ ರಸ್ತೆ, ವಿನೋಬನಗರ, ಶಿವಮೊಗ್ಗ–577204. ಫೋನ್ ನಂ. : 08182–249807, 249800 (965, 1025, 1301, 1046)
notice-body: Between:- H. Venkatesh and another ...Petitioners And The Tahasildar cum Registrar of Births and Deaths, Taluk Office, Kurugodu ...Respondent To NOTICE TO WHOM SO EVER IT MAY CONCERNED Respondent: The Tahasildar cum Registrar of Births and Deaths Taluk Office, Kurugodu. WHEREAS, the above named petitioner has filed the above petition against you under section 13 (2) of Births and Deaths Act, 1969, for seeking the death certificate of petitioners father/husband death certificate by name H RAGHUVEERAPPA S/o Late DODDA HANUMANTHAPPA who died on 16-01-2004 at Ward No. 1, Hale Ura, Havinahal Veerapura Village, Kurugodu Taluk, Ballari District. You are hereby directed to appear in this court in person or by a pleader duly instructed on 03/09/2025 at about 11.00 a.m. In the before this court to show cause against the above petition, failing which the petition will be heard and determined ex-parte. Given under my hand and seal of the court on this the 31st day of July 2025 (766, 205, 930, 477)
notice-body: Sri. Bilya Naik and others ...Petitioners V/S The Chief officer cum registrar of Birth and Death, Puraseable Kamalapura and another. ...Respondents NOTICE TO WHOMSOEVER CONCERN WHEREAS, the petitioners no.1) Sri Bilya Naik, S/o. Late. Pujari Kasana Naik, aged about 71 years, Coolie, R/o. Kerethanda, Ward No.20, Kamalapura-Village & Post, Hosapete Taluk, Vijayanagara District. 2) Smt. Kusuma Bai, W/o. Late. Samya Naik, aged about 69 years, House wife, R/o. Kerethanda, WardNo.20, Kamalapura-Village & Post, Hosapete Taluk, Vijayanagara District. 3) Smt. Kottal Chandramma, W/o. Kottal Hanumantha, D/o. Late Subba Naik, aged about 60 years, House Wife, R/o. Arakhalli Thanda-2 Sanapura Village, Kampli Taluk, Ballari District have filed the petition under section 13(3) of Registration of birth and death act, seeking the direction of this Hon'ble Court to the respondent no.1 to enter the date of death of SMT. HUNAKI BAI, W/O. LATE. KASANA NAIK, died on 27.10.1996 at her residence (Kerethanda, Ward No.20, Kamalapura-Town & Post, Hosapete Taluk, Vijayanagara District. Whereas, if any persons interested with respect to the above proceeding to appear in person in this court in person or by pleader duly able to answer all material questions relating to the said petition on 03/09/25 at about 11:00 A.M. otherwise the matter will be heard and determined Given under my hand and the seal of the court, this 31st day of July 2025. (1330, 1589, 1484, 2012)
table-row (62, 1907, 552, 1934)
court-name: IN THE COURT OF THE CIVIL JUDGE & JMFC AT SIRUGUPPA (1342, 1057, 1473, 1076)
table-cell-class: KW-1 (535, 1259, 574, 1286)
table-cell-emd: 6,000/- (433, 1286, 484, 1312)
corporation-name: ಹಾಸನ ಮಹಾನಗರ ಪಾಲಿಕೆ, ಬಿ.ಎಂ.ರಸ್ತೆ, ಸಂಕೇಚಿ ವೃತ್ತ, ಹಾಸನ–573201. (968, 1689, 1298, 1704)
table-cell-no: 4 (62, 1226, 94, 1243)
table-cell-amount: Rs. 4,93,501.16 (343, 1166, 433, 1193)
masthead (38, 46, 1509, 148)
table-row (62, 1226, 755, 1243)
table-cell-class: KW-1 (535, 1226, 574, 1243)
column-header: ಕ್ರಮ ಸಂಖ್ಯೆ (62, 1139, 94, 1166)
table-cell-amount: Rs. 4,91,618.79 (343, 1210, 433, 1226)
tender-dates: ಟೆಂಡರ್ ವಿವರಗಳನ್ನು ದಿನಾಂಕ : 25.07.2025 ರಿಂದ : 30.07.2025, 31.07.2025 ರಿಂದ 19.07.2025 ರವರೆಗೆ (https://www.kppp.karnataka.gov.in) ರಲ್ಲಿ ಪಡೆಯಬಹುದು. (61, 1984, 411, 2007)
tender-footer: ಸಂ.ವಾಇಚಾನಗರ/ಜಾ.ಸಲಹೆ:251/2025–26 (698, 1911, 812, 1920)
signature-right: ಸಹಿ/– ಅಧ್ಯಕ್ಷರು, ಮಹಾನಗರ ಪಾಲಿಕೆ, ಹಾಸನ. (1193, 1890, 1308, 1900)
case-number: Cri. M.C. NO. 589 OF 2025 (617, 437, 735, 447)
table-cell-class: KW-1 (535, 1210, 574, 1226)
paper-tagline: ರಾಷ್ಟ್ರ ಜಾಗೃತಿಯ ಧ್ವನಿ (181, 100, 244, 111)
tender-point: 1) ಬಿಡ್ಡಿಂಗ್ – ದಾಖಲೆಗಳನ್ನು ಪಡೆಯಲು ಕೊನೆಯ ದಿನಾಂಕ : 06–08–2025 (ಸಾಯಂಕಾಲ 5.30 ಗಂಟೆಯವರೆಗೆ) (785, 820, 1106, 830)
tender-point: 4) ಪಾವತಿಸುವ ವಿಧಾನ (Two Cover System): 'ಕಾರ್ಯನಿರ್ವಾಹಕ ಅಭಿಯಂತರರು ಲೋ.ಇ ವಿಭಾಗ ಚಿಕ್ಕೋಡಿ' (785, 860, 1104, 870)
notice-signature: By order of the court. Sirasthedhar HON'BLE V A.C.J & J.M.F.C. Court. BELLARY. (596, 752, 756, 782)
column-header: ವರ್ಗ (535, 1139, 574, 1166)
notice-new-name: SHABUDDIN MULLA (75, 273, 195, 287)
table-cell-no: 2 (62, 1907, 88, 1934)
tender-intro: ಕರ್ನಾಟಕ ಪ್ರವಾಸೋದ್ಯಮ ಮೂಲಸೌಲಭ್ಯ ನಿಗಮದ ವತಿಯಿಂದ ಕೆಳಕಂಡ ಕಾಮಗಾರಿಗಳಿಗೆ ಇ–ಟೆಂಡರ್‌ಗಳನ್ನು ಆಹ್ವಾನಿಸಲಾಗಿದೆ. (61, 1836, 419, 1847)
notice-header: CHANGE OF NAME (588, 159, 753, 179)
tender-signature: ಸಹಾಯಕ ಕಾರ್ಯನಿರ್ವಾಹಕ ಇಂಜಿನಿಯರ್, ಲೋಕೋಪಯೋಗಿ ಇಲಾಖೆ, ಉಪವಿಭಾಗ, ಕುಂದಾಪುರ (492, 1340, 755, 1350)
notice-line: Resident of H No 216 Birbandh Oni Horlpate Old Hubli 580024 (address), (63, 214, 207, 255)
court-notice (224, 494, 403, 991)
office-name: ಕಾರ್ಯನಿರ್ವಾಹಕ ಇಂಜಿನಿಯರರು, ಲೋಕೋಪಯೋಗಿ ಇಲಾಖೆ, ವಿಭಾಗ ಚಿಕ್ಕೋಡಿ. (859, 753, 1235, 770)
tender-signature: ಸಹಿ/– ಕಾರ್ಯನಿರ್ವಾಹಕ ನಿರ್ದೇಶಕರು, ಕರ್ನಾಟಕ ಪ್ರವಾಸೋದ್ಯಮ ಮೂಲಸೌಲಭ್ಯ ನಿಗಮ (317, 2018, 552, 2028)
table-cell-no: 1 (62, 1870, 88, 1907)
court-name: IN THE COURT OF THE PRINCIPAL/ADDITIONAL SENIOR CIVIL JUDGE AT HOSAPETE. (1336, 1547, 1479, 1577)
table-cell-class: KW-1 (535, 1166, 574, 1193)
office-email: ಇ–ಮೇಲ್: eecnr@gmail.com / pwdeechngr@gmail.com (653, 1733, 857, 1743)
tender-signature: ಕಾರ್ಯನಿರ್ವಾಹಕ ಇಂಜಿನಿಯರರು, ಲೋಕೋಪಯೋಗಿ ಇಲಾಖೆ, ವಿಭಾಗ ಚಿಕ್ಕೋಡಿ. (937, 912, 1157, 922)
tender-body: ಅಧಿಸೂಚನೆ ಸಂಖ್ಯೆ 10/2025–26, ದಿನಾಂಕ : 29.07.2025. ಕರ್ನಾಟಕ ಸರ್ಕಾರದ ಪರವಾಗಿ ಅರ್ಹ ಗುತ್ತಿಗೆದಾರರಿಂದ KW-4 (ಎರಡು ಲಕೋಟೆ) ಟೆಂಡರ್‌ಗಳನ್ನು ಆಹ್ವಾನಿಸಲಾಗಿದೆ. ಟೆಂಡರ್ ದಾಖಲೆಗಳನ್ನು ದಿನಾಂಕ : 04.08.2025 ರಿಂದ 04.09.2025 ರವರೆಗೆ ಪಡೆಯಬಹುದು. ದಿನಾಂಕ : 06.09.2025 ಸಂಜೆ 16.00 ಗಂಟೆಯ ನಂತರ, ದಿನಾಂಕ : 08.09.2025 ರಂದು ತೆರೆಯಲಾಗುವುದು. (578, 1801, 906, 1859)
registration-mark (726, 2341, 743, 2358)
court-name: IN THE COURT OF THE HON'BLE V ADDITIONAL CIVIL JUDGE, CUM J.M.F.C. AT BALLARI (948, 162, 1123, 193)
office-name: ಸಹಾಯಕ ಕಾರ್ಯನಿರ್ವಾಹಕ ಇಂಜಿನಿಯರವರ ಕಚೇರಿ, ಲೋಕೋಪಯೋಗಿ ಇಲಾಖೆ, ಉಪವಿಭಾಗ, ಕುಂದಾಪುರ (116, 1022, 700, 1042)
notice-header: Change of Name/DoB (414, 162, 575, 199)
govt-emblem-icon (61, 1709, 119, 1767)
court-notice (1324, 1052, 1491, 1536)
notice-line: (New Name) vide affidavit dated: 31/07/2025 before notary and same is to be recorded in all my service documents. (599, 302, 742, 373)
tender-point: 3) ತಾಂತ್ರಿಕ ಬಿಡ್ ತೆರೆಯುವ ದಿನಾಂಕ (Two Cover System): 11–08–2025 (ಸಾಯಂಕಾಲ 4.30 ಗಂಟೆಗೆ) (785, 846, 1109, 856)
org-name: ಕರ್ನಾಟಕ ಪ್ರವಾಸೋದ್ಯಮ ಮೂಲಸೌಲಭ್ಯ ನಿಗಮ (127, 1714, 406, 1735)
table-cell-class: KW-1 (535, 1193, 574, 1210)
table-row (62, 1210, 755, 1226)
notice-line: Vide my Affidavit sworn before R.R Parishwad Notary on 30/07/2025 (230, 334, 370, 354)
table-cell-amount: Rs. 4,91,896.90 (343, 1226, 433, 1243)
dept-name: (ಲೋಕೋಪಯೋಗಿ ಇಲಾಖೆ) (1003, 739, 1090, 750)
court-name: IN THE COURT OF THE 5th ADDITIONAL CIVIL JUDGE & JMFC AT BALLARI (595, 406, 756, 436)
table-cell-no: 7 (62, 1286, 94, 1312)
table-cell-form: ಕಛೇರಿ ವೇಳೆ (631, 1242, 755, 1259)
